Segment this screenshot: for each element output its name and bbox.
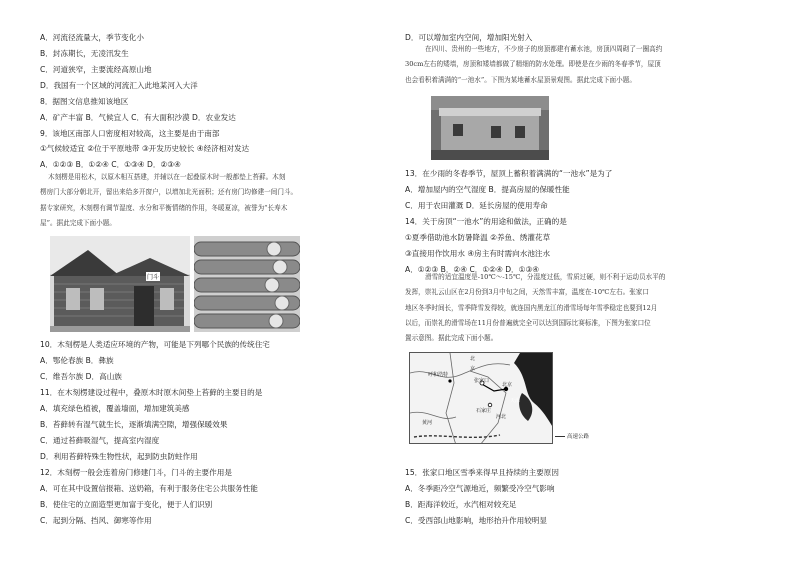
q10-option-ab: A．鄂伦春族 B．彝族 bbox=[40, 356, 114, 365]
q12-option-c: C．起到分隔、挡风、御寒等作用 bbox=[40, 516, 152, 525]
passage-line: 屋”。据此完成下面小题。 bbox=[40, 218, 116, 227]
q11-option-d: D．利用苔藓特殊生物性状，起到防虫防蛀作用 bbox=[40, 452, 198, 461]
passage-line: 木刻楞是用松木，以原木相互搭建，并辅以在一起叠原木时一般都垫上苔藓。木刻 bbox=[48, 173, 286, 181]
q13-option-ab: A．增加屋内的空气湿度 B．提高房屋的保暖性能 bbox=[405, 185, 570, 194]
passage-mukeleng bbox=[40, 170, 298, 231]
q14-stem: 14．关于房顶“一池水”的用途和做法，正确的是 bbox=[405, 217, 567, 226]
map-label-beijing: 北京 bbox=[502, 382, 513, 388]
q15-option-a: A．冬季距冷空气源地近，频繁受冷空气影响 bbox=[405, 484, 555, 493]
expressway-legend-line bbox=[555, 436, 565, 437]
zhangjiakou-location-map bbox=[409, 352, 553, 444]
passage-line: 地区冬季时间长，雪季降雪发得较，就连国内黑龙江的滑雪场每年雪季稳定也要到12月 bbox=[405, 303, 658, 312]
prev-option-d-right: D．可以增加室内空间，增加阳光射入 bbox=[405, 33, 533, 42]
q11-option-c: C．通过苔藓吸湿气，提高室内湿度 bbox=[40, 436, 160, 445]
prev-option-b: B．封冻期长，无凌汛发生 bbox=[40, 49, 129, 58]
q10-stem: 10．木刻楞是人类适应环境的产物，可能是下列哪个民族的传统住宅 bbox=[40, 340, 270, 349]
passage-line: 楞房门大部分朝北开，留出来给多开窗户，以增加北光面积；还有房门均修建一间门斗。 bbox=[40, 188, 298, 197]
prev-option-d: D．我国有一个区域的河流汇入此地某河入大洋 bbox=[40, 81, 198, 90]
map-label-hebei: 河北 bbox=[496, 414, 507, 420]
q13-option-cd: C．用于农田灌溉 D．延长房屋的使用寿命 bbox=[405, 201, 548, 210]
prev-option-a: A．河流径流量大，季节变化小 bbox=[40, 33, 144, 42]
map-label-shijiazhuang: 石家庄 bbox=[476, 408, 492, 414]
q15-option-c: C．受西部山地影响，地形抬升作用较明显 bbox=[405, 516, 547, 525]
passage-line: 以后，而崇礼的滑雪场在11月份普遍就完全可以达到国际比赛标准，下图为张家口位 bbox=[405, 318, 651, 327]
q15-option-b: B．距海洋较近，水汽相对较充足 bbox=[405, 500, 517, 509]
passage-line: 也会看积着满满的“一池水”。下图为某地蓄水屋顶景观图。据此完成下面小题。 bbox=[405, 75, 636, 84]
q12-stem: 12．木刻楞一般会连着房门修建门斗，门斗的主要作用是 bbox=[40, 468, 232, 477]
passage-line: 据专家研究，木刻楞有调节湿度、水分和平衡情绪的作用，冬暖夏凉，被誉为“长寿木 bbox=[40, 203, 288, 212]
q14-items-1: ①夏季借助池水防暑降温 ②养鱼、绣灌花草 bbox=[405, 233, 551, 242]
prev-option-c: C．河道狭窄，主要流经高原山地 bbox=[40, 65, 152, 74]
q15-stem: 15．张家口地区雪季来得早且持续的主要原因 bbox=[405, 468, 559, 477]
passage-line: 置示意图。据此完成下面小题。 bbox=[405, 334, 498, 343]
map-label-bei: 北 bbox=[470, 356, 476, 362]
q14-items-2: ③直接用作饮用水 ④房主有时需向水池注水 bbox=[405, 249, 551, 258]
q11-stem: 11．在木刻楞建设过程中，叠原木时原木间垫上苔藓的主要目的是 bbox=[40, 388, 263, 397]
map-label-hohhot: 呼和浩特 bbox=[428, 372, 449, 378]
q9-options: A．①②③ B．①②④ C．①③④ D．②③④ bbox=[40, 160, 181, 169]
q9-items: ①气候较适宜 ②位于平原地带 ③开发历史较长 ④经济相对发达 bbox=[40, 144, 250, 153]
map-label-yellow-river: 黄河 bbox=[422, 420, 433, 426]
q8-options: A．矿产丰富 B．气候宜人 C．有大面积沙漠 D．农业发达 bbox=[40, 113, 236, 122]
mukeleng-house-photo bbox=[50, 236, 190, 332]
q8-stem: 8．据图文信息推知该地区 bbox=[40, 97, 129, 106]
q12-option-a: A．可在其中设置信报箱、送奶箱，有利于服务住宅公共服务性能 bbox=[40, 484, 258, 493]
passage-roof-pool bbox=[405, 42, 663, 88]
q12-option-b: B．使住宅的立面造型更加富于变化，便于人们识别 bbox=[40, 500, 213, 509]
q14-options: A．①②③ B．②④ C．①②④ D．①③④ bbox=[405, 265, 540, 274]
map-label-jing: 京 bbox=[470, 366, 476, 372]
expressway-legend-label: 高速公路 bbox=[567, 434, 590, 440]
passage-ski bbox=[405, 270, 666, 346]
map-label-zhangjiakou: 张家口 bbox=[474, 378, 490, 384]
door-porch-label: 门斗 bbox=[147, 274, 160, 281]
log-wall-photo bbox=[194, 236, 300, 332]
roof-pool-photo bbox=[431, 96, 549, 160]
map-label-tianjin: 天津 bbox=[510, 398, 521, 404]
q11-option-a: A．填充绿色植被，覆盖墙面，增加建筑美感 bbox=[40, 404, 190, 413]
passage-line: 发挥，崇礼云山区在2月份到3月中旬之间，天然雪丰富，温度在-10℃左右。张家口 bbox=[405, 288, 649, 297]
q13-stem: 13．在少雨的冬春季节，屋顶上蓄积着满满的“一池水”是为了 bbox=[405, 169, 613, 178]
q10-option-cd: C．维吾尔族 D．高山族 bbox=[40, 372, 122, 381]
passage-line: 在四川、贵州的一些地方，不少房子的房顶都建有蓄水池，房顶四周砌了一圈高约 bbox=[425, 45, 663, 53]
q11-option-b: B．苔藓转有湿气就生长，逐渐填满空隙，增强保暖效果 bbox=[40, 420, 228, 429]
passage-line: 滑雪的适宜温度是-10℃～-15℃，分湿度过低，雪质过硬，则不利于运动员水平的 bbox=[425, 273, 666, 281]
q9-stem: 9．该地区南部人口密度相对较高，这主要是由于南部 bbox=[40, 129, 220, 138]
passage-line: 30cm左右的矮墙，房顶和矮墙都做了精细的防水处理。即使是在少雨的冬春季节，屋顶 bbox=[405, 60, 661, 69]
